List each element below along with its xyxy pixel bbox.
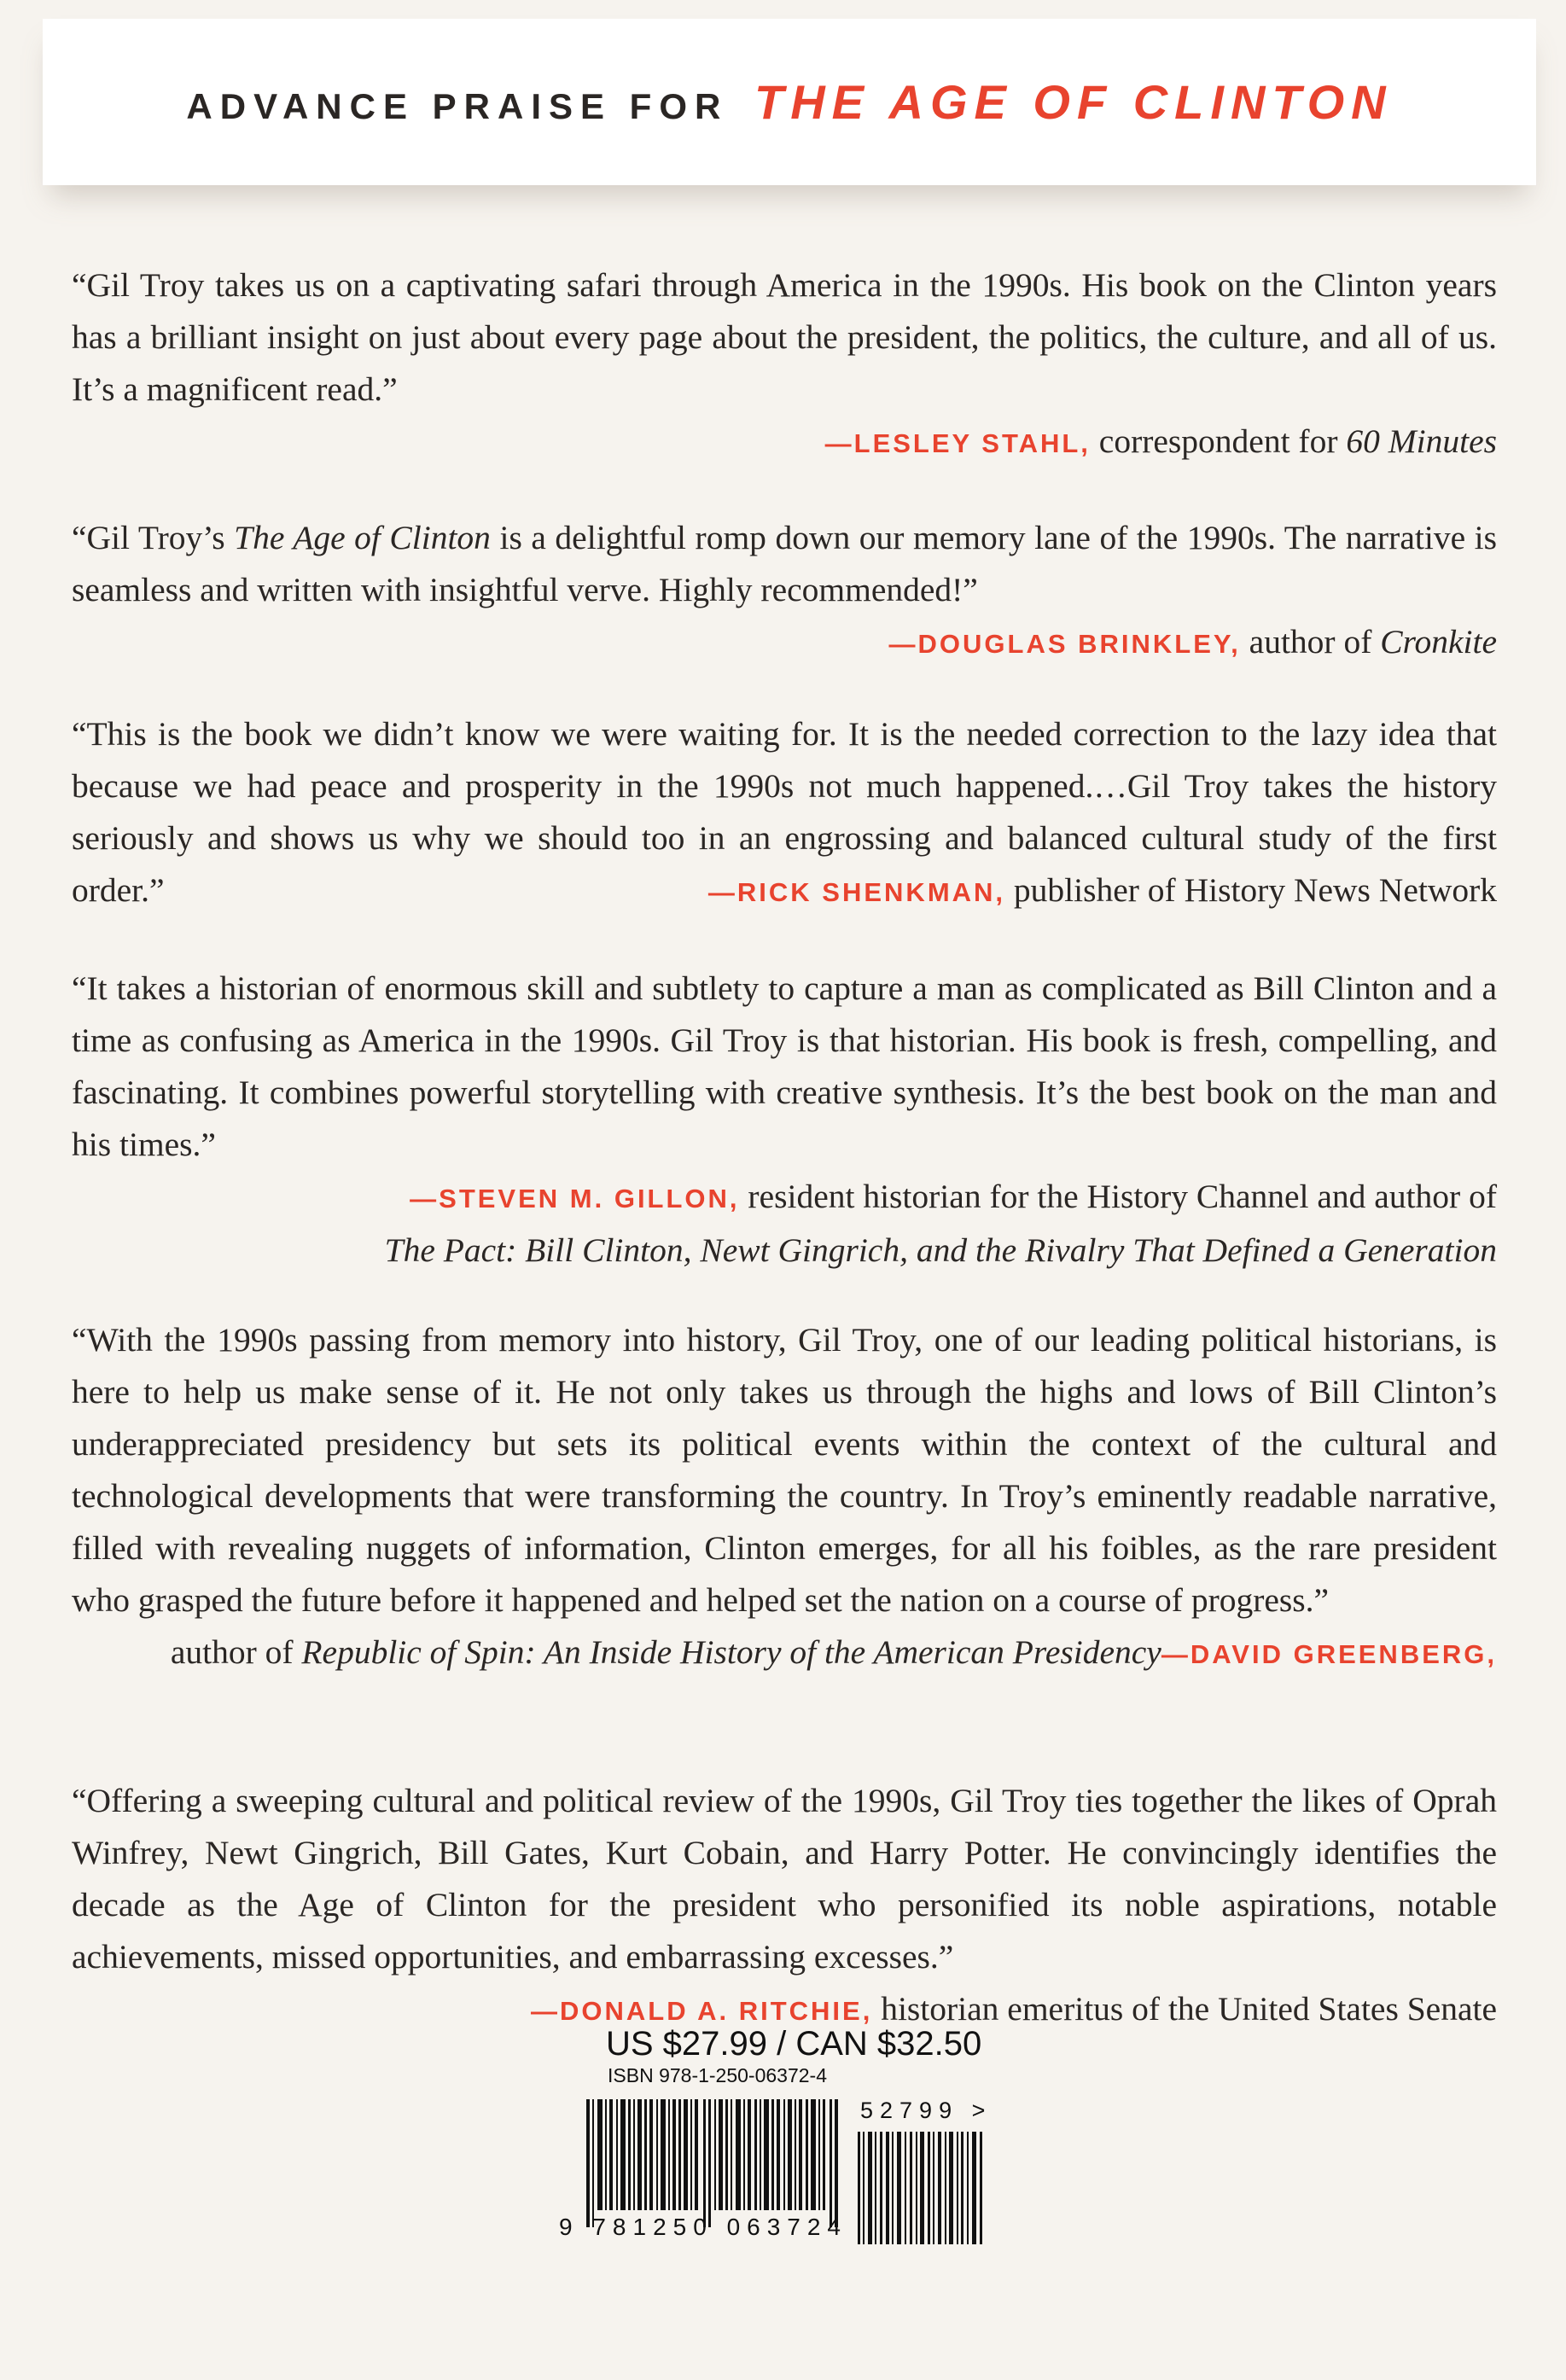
quote-attribution — [72, 1171, 1497, 1225]
attribution-book-title: The Pact: Bill Clinton, Newt Gingrich, and the Rivalry That Defined a Generation — [384, 1231, 1497, 1269]
attribution-name: —LESLEY STAHL, — [824, 428, 1091, 458]
header-prefix: ADVANCE PRAISE FOR — [186, 86, 729, 126]
book-title: THE AGE OF CLINTON — [754, 75, 1393, 129]
attribution-role: correspondent for — [1090, 422, 1347, 460]
price-block — [580, 2024, 1058, 2087]
praise-quote-brinkley — [72, 512, 1497, 670]
attribution-role: author of — [1240, 623, 1381, 660]
quote-text-body: “With the 1990s passing from memory into history, Gil Troy, one of our leading political historians, is here to help us make sense of it. He not only takes us through the highs and lows of Bill Clinton’s underappreciated presidency but sets its political events within the context of the cultural and technological developments that were transforming the country. In Troy’s eminently readable narrative, filled with revealing nuggets of information, Clinton emerges, for all his foibles, as the rare president who grasped the future before it happened and helped set the nation on a course of progress.” — [72, 1321, 1497, 1619]
quote-text: “Offering a sweeping cultural and political review of the 1990s, Gil Troy ties together the likes of Oprah Winfrey, Newt Gingrich, Bill Gates, Kurt Cobain, and Harry Potter. He convincingly identifies the decade as the Age of Clinton for the president who personified its noble aspirations, notable achievements, missed opportunities, and embarrassing excesses.” — [72, 1782, 1497, 1976]
attribution-name: —RICK SHENKMAN, — [707, 877, 1006, 907]
praise-quote-stahl — [72, 259, 1497, 469]
attribution-role-italic: Republic of Spin: An Inside History of the American Presidency — [301, 1633, 1161, 1671]
addon-digits: 52799 > — [860, 2098, 993, 2123]
attribution-role-italic: Cronkite — [1380, 623, 1497, 660]
quote-text — [72, 708, 1497, 917]
quote-text-after: is a delightful romp down our memory lane of the 1990s. The narrative is seamless and written with insightful verve. Highly recommended!” — [72, 519, 1497, 608]
quote-attribution — [72, 416, 1497, 469]
praise-quote-shenkman — [72, 708, 1497, 918]
quote-text-italic: The Age of Clinton — [234, 519, 491, 556]
header-heading — [186, 74, 1392, 130]
spacer — [0, 427, 1566, 428]
attribution-role: resident historian for the History Channel and author of — [739, 1178, 1497, 1215]
barcode-digits: 9 781250 063724 — [559, 2214, 847, 2240]
attribution-name: —DONALD A. RITCHIE, — [531, 1996, 873, 2026]
quote-text — [72, 512, 1497, 616]
price-addon-barcode — [858, 2132, 986, 2244]
attribution-name: —DAVID GREENBERG, — [1161, 1639, 1497, 1669]
praise-quote-gillon — [72, 963, 1497, 1277]
attribution-role: historian emeritus of the United States Senate — [872, 1990, 1497, 2028]
praise-quote-greenberg — [72, 1314, 1497, 1680]
praise-quote-ritchie — [72, 1775, 1497, 2037]
attribution-role: publisher of History News Network — [1005, 871, 1497, 909]
quote-attribution — [72, 616, 1497, 670]
quote-attribution — [708, 864, 1497, 918]
quote-text: “It takes a historian of enormous skill and subtlety to capture a man as complicated as Bill Clinton and a time as confusing as America in the 1990s. Gil Troy is that historian. His book is fresh, compelling, and fascinating. It combines powerful storytelling with creative synthesis. It’s the best book on the man and his times.” — [72, 969, 1497, 1163]
isbn-text: ISBN 978-1-250-06372-4 — [608, 2064, 827, 2086]
quote-text-before: “Gil Troy’s — [72, 519, 235, 556]
header-banner — [43, 19, 1536, 185]
attribution-name-wrap — [1161, 1626, 1497, 1680]
attribution-name: —STEVEN M. GILLON, — [410, 1184, 740, 1213]
attribution-role-italic: 60 Minutes — [1346, 422, 1497, 460]
attribution-name: —DOUGLAS BRINKLEY, — [888, 629, 1241, 659]
isbn-barcode — [586, 2099, 838, 2227]
attribution-role: author of — [170, 1633, 302, 1671]
quote-text: “Gil Troy takes us on a captivating safari through America in the 1990s. His book on the Clinton years has a brilliant insight on just about every page about the president, the politics, the culture, and all of us. It’s a magnificent read.” — [72, 266, 1497, 408]
quote-text-body: “This is the book we didn’t know we were waiting for. It is the needed correction to the lazy idea that because we had peace and prosperity in the 1990s not much happened.…Gil Troy takes the history seriously and shows us why we should too in an engrossing and balanced cultural study of the first order.” — [72, 715, 1497, 909]
price-text: US $27.99 / CAN $32.50 — [606, 2025, 982, 2063]
